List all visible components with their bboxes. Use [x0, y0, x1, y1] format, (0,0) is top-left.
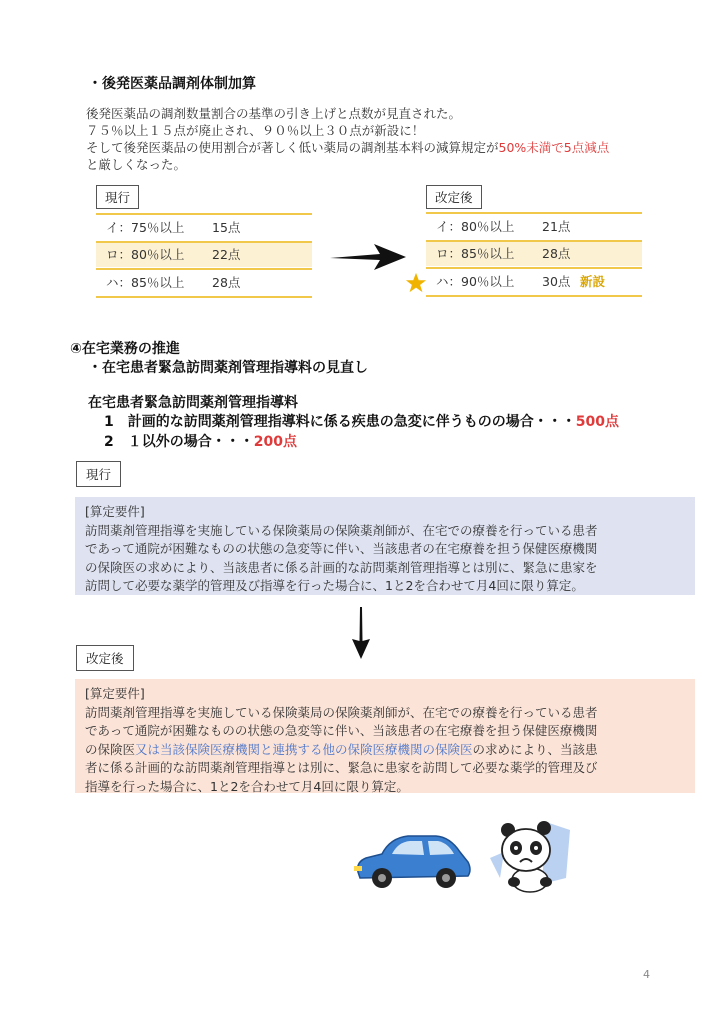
revised-row-2: ロ：85％以上 28点	[426, 242, 642, 266]
page-number: 4	[643, 968, 650, 981]
current-req-label: 現行	[76, 461, 121, 487]
table-divider	[96, 296, 312, 298]
description-line: 後発医薬品の調剤数量割合の基準の引き上げと点数が見直された。	[86, 106, 462, 121]
arrow-right-icon	[328, 240, 408, 274]
star-icon	[405, 272, 427, 294]
revised-label: 改定後	[426, 185, 482, 209]
item-2: 2 １以外の場合・・・200点	[104, 434, 297, 450]
req-line: 訪問薬剤管理指導を実施している保険薬局の保険薬剤師が、在宅での療養を行っている患者	[85, 522, 598, 538]
item-title: 在宅患者緊急訪問薬剤管理指導料	[88, 395, 298, 411]
revised-req-label: 改定後	[76, 645, 134, 671]
req-line: 訪問して必要な薬学的管理及び指導を行った場合に、1と2を合わせて月4回に限り算定。	[85, 578, 584, 593]
req-heading: [算定要件]	[85, 686, 145, 701]
section-description	[86, 105, 706, 173]
section-heading: ④在宅業務の推進	[70, 341, 180, 357]
arrow-down-icon	[350, 605, 372, 661]
panda-illustration	[486, 818, 576, 894]
table-divider	[426, 295, 642, 297]
req-line: 指導を行った場合に、1と2を合わせて月4回に限り算定。	[85, 778, 409, 794]
item-1-points: 500点	[575, 414, 619, 430]
req-line: の保険医の求めにより、当該患者に係る計画的な訪問薬剤管理指導とは別に、緊急に患家を	[85, 559, 598, 575]
added-text-highlight: 又は当該保険医療機関と連携する他の保険医療機関の保険医	[135, 741, 473, 757]
description-line: ７５％以上１５点が廃止され、９０％以上３０点が新設に！	[86, 123, 425, 138]
table-divider	[426, 212, 642, 214]
current-label: 現行	[96, 185, 139, 209]
revised-row-1: イ：80％以上 21点	[436, 219, 571, 234]
table-divider	[96, 268, 312, 270]
description-line: そして後発医薬品の使用割合が著しく低い薬局の調剤基本料の減算規定が50%未満で5点減点	[86, 140, 610, 155]
current-row-1: イ：75％以上 15点	[106, 220, 241, 235]
item-2-points: 200点	[253, 434, 297, 450]
item-1: 1 計画的な訪問薬剤管理指導料に係る疾患の急変に伴うものの場合・・・500点	[104, 414, 619, 430]
req-line: 者に係る計画的な訪問薬剤管理指導とは別に、緊急に患家を訪問して必要な薬学的管理及び	[85, 760, 598, 775]
revised-row-3: ハ：90％以上 30点 新設	[426, 270, 642, 294]
table-divider	[426, 267, 642, 269]
req-heading: [算定要件]	[85, 504, 145, 519]
req-line: 訪問薬剤管理指導を実施している保険薬局の保険薬剤師が、在宅での療養を行っている患者	[85, 704, 598, 720]
new-badge: 新設	[580, 274, 606, 289]
car-illustration	[352, 828, 476, 892]
table-divider	[96, 213, 312, 215]
req-line: であって通院が困難なものの状態の急変等に伴い、当該患者の在宅療養を担う保健医療機関	[85, 541, 598, 556]
current-row-3: ハ：85％以上 28点	[106, 275, 241, 290]
section-title: ・後発医薬品調剤体制加算	[88, 76, 256, 92]
reduction-highlight: 50%未満で5点減点	[498, 140, 610, 155]
section-subheading: ・在宅患者緊急訪問薬剤管理指導料の見直し	[88, 360, 368, 376]
description-line: と厳しくなった。	[86, 157, 187, 172]
current-requirements-box	[75, 497, 695, 595]
current-row-2: ロ：80％以上 22点	[96, 243, 312, 267]
req-line: の保険医又は当該保険医療機関と連携する他の保険医療機関の保険医の求めにより、当該患	[85, 741, 598, 757]
req-line: であって通院が困難なものの状態の急変等に伴い、当該患者の在宅療養を担う保健医療機関	[85, 723, 598, 738]
revised-requirements-box	[75, 679, 695, 793]
